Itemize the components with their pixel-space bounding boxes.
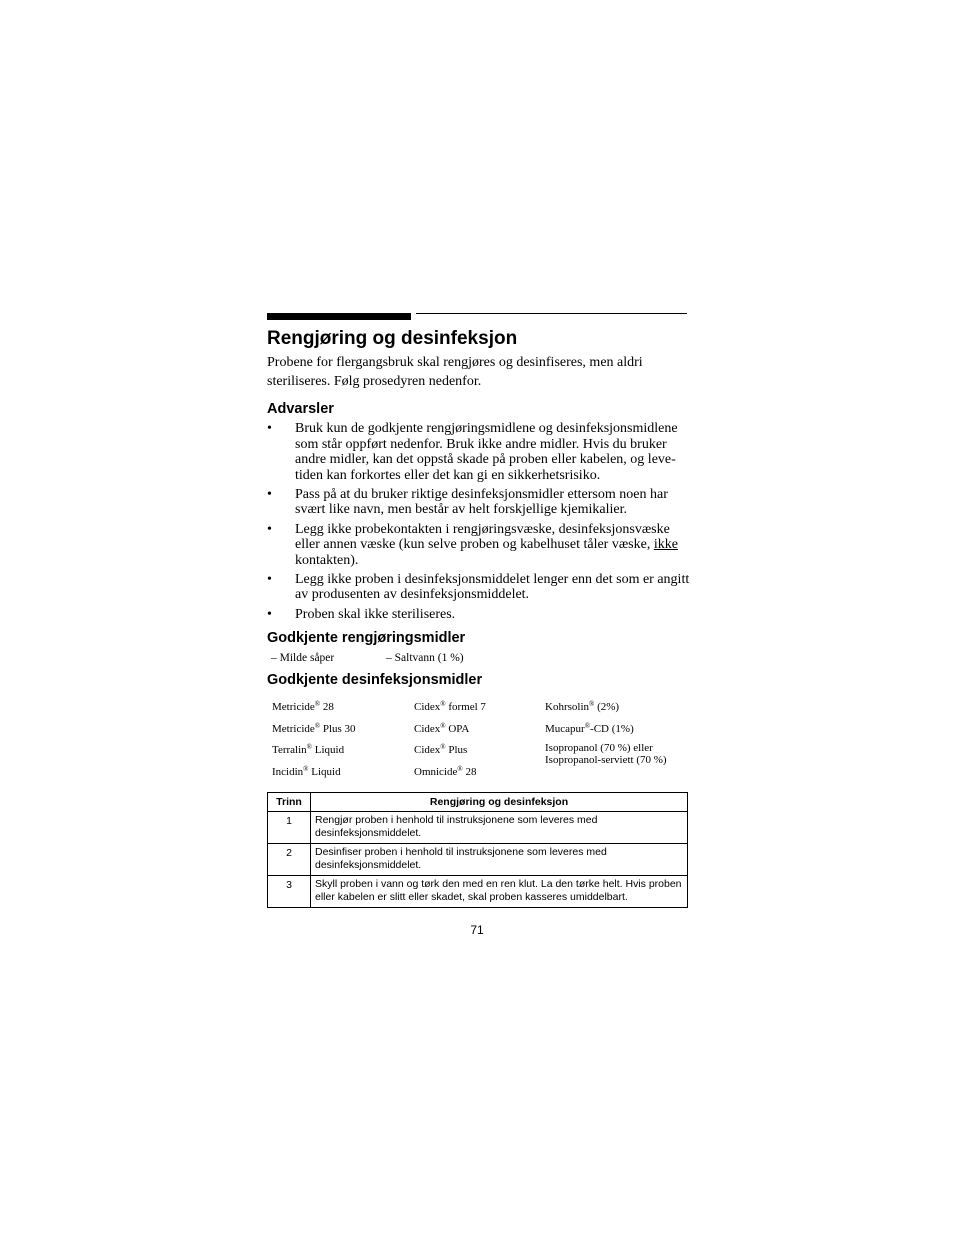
step-number: 3 — [268, 876, 311, 908]
warning-item: • Legg ikke probekontakten i rengjøringsvæske, desinfeksjonsvæske eller annen væske (kun selve proben og kabelhuset tåler væske, ikke kontakten). — [267, 522, 697, 569]
section-rule-thick — [267, 313, 411, 320]
warning-item: • Legg ikke proben i desinfeksjonsmiddelet lenger enn det som er angitt av produsenten av desinfeksjonsmiddelet. — [267, 572, 697, 603]
column-header-description: Rengjøring og desinfeksjon — [311, 793, 688, 812]
step-number: 1 — [268, 812, 311, 844]
table-row — [268, 844, 688, 876]
steps-table — [267, 792, 688, 908]
warning-item: • Proben skal ikke steriliseres. — [267, 607, 697, 623]
disinfectant-item: Cidex® Plus — [414, 743, 468, 756]
disinfectant-item: Isopropanol (70 %) eller Isopropanol-serviett (70 %) — [545, 742, 667, 766]
step-text: Skyll proben i vann og tørk den med en ren klut. La den tørke helt. Hvis proben eller kabelen er slitt eller skadet, skal proben kasseres umiddelbart. — [311, 876, 688, 908]
intro-paragraph: Probene for flergangsbruk skal rengjøres og desinfiseres, men aldri steriliseres. Følg prosedyren nedenfor. — [267, 355, 643, 389]
warning-item: • Pass på at du bruker riktige desinfeksjonsmidler ettersom noen har svært like navn, men består av helt forskjellige kjemikalier. — [267, 487, 697, 518]
table-header-row — [268, 793, 688, 812]
disinfectant-item: Metricide® 28 — [272, 700, 334, 713]
disinfectant-item: Mucapur®-CD (1%) — [545, 722, 634, 735]
section-rule-thin — [416, 313, 687, 314]
cleaning-agents-heading: Godkjente rengjøringsmidler — [267, 630, 466, 646]
disinfectant-item: Cidex® formel 7 — [414, 700, 486, 713]
table-row — [268, 876, 688, 908]
disinfectant-item: Omnicide® 28 — [414, 765, 477, 778]
underlined-word: ikke — [653, 537, 678, 553]
warning-item: • Bruk kun de godkjente rengjøringsmidlene og desinfeksjonsmidlene som står oppført nedenfor. Bruk ikke andre midler. Hvis du bruker andre midler, kan det oppstå skade på proben eller kabelen, og leve-tiden kan forkortes eller det kan gi en sikkerhetsrisiko. — [267, 421, 697, 483]
disinfectant-item: Terralin® Liquid — [272, 743, 345, 756]
disinfectant-item: Kohrsolin® (2%) — [545, 700, 620, 713]
disinfectant-item: Cidex® OPA — [414, 722, 470, 735]
step-number: 2 — [268, 844, 311, 876]
warnings-heading: Advarsler — [267, 401, 334, 417]
cleaning-agent-item: – Saltvann (1 %) — [386, 652, 464, 664]
disinfectant-item: Metricide® Plus 30 — [272, 722, 356, 735]
step-text: Rengjør proben i henhold til instruksjonene som leveres med desinfeksjonsmiddelet. — [311, 812, 688, 844]
table-row — [268, 812, 688, 844]
page-number: 71 — [470, 923, 484, 937]
step-text: Desinfiser proben i henhold til instruksjonene som leveres med desinfeksjonsmiddelet. — [311, 844, 688, 876]
disinfectants-heading: Godkjente desinfeksjonsmidler — [267, 672, 483, 688]
disinfectant-item: Incidin® Liquid — [272, 765, 341, 778]
page-title: Rengjøring og desinfeksjon — [267, 328, 518, 349]
cleaning-agent-item: – Milde såper — [271, 652, 335, 664]
column-header-step: Trinn — [268, 793, 311, 812]
warnings-list — [267, 421, 697, 626]
